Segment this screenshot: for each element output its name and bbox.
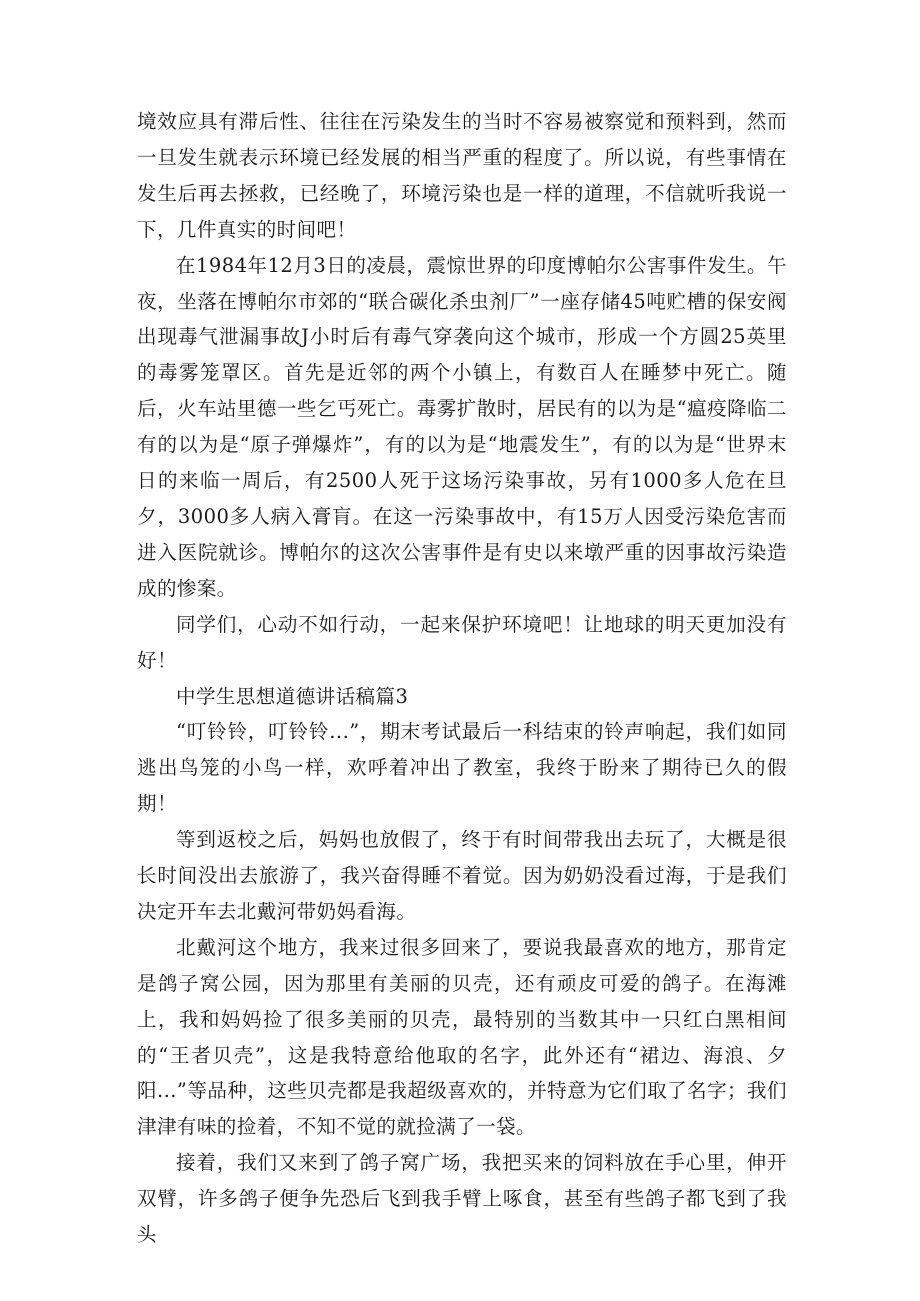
paragraph-bhopal: 在1984年12月3日的凌晨，震惊世界的印度博帕尔公害事件发生。午夜，坐落在博帕尔市郊的“联合碳化杀虫剂厂”一座存储45吨贮槽的保安阀出现毒气泄漏事故J小时后有毒气穿袭向这个城市，形成一个方圆25英里的毒雾笼罩区。首先是近邻的两个小镇上，有数百人在睡梦中死亡。随后，火车站里德一些乞丐死亡。毒雾扩散时，居民有的以为是“瘟疫降临二有的以为是“原子弹爆炸”，有的以为是“地震发生”，有的以为是“世界末日的来临一周后，有2500人死于这场污染事故，另有1000多人危在旦夕，3000多人病入膏肓。在这一污染事故中，有15万人因受污染危害而进入医院就诊。博帕尔的这次公害事件是有史以来墩严重的因事故污染造成的惨案。 <box>137 253 787 600</box>
paragraph-continued: 境效应具有滞后性、往往在污染发生的当时不容易被察觉和预料到，然而一旦发生就表示环境已经发展的相当严重的程度了。所以说，有些事情在发生后再去拯救，已经晚了，环境污染也是一样的道理，不信就听我说一下，几件真实的时间吧！ <box>137 110 787 241</box>
paragraph-vacation: 等到返校之后，妈妈也放假了，终于有时间带我出去玩了，大概是很长时间没出去旅游了，我兴奋得睡不着觉。因为奶奶没看过海，于是我们决定开车去北戴河带奶妈看海。 <box>137 828 787 923</box>
section-heading: 中学生思想道德讲话稿篇3 <box>176 684 409 708</box>
paragraph-pigeon-square: 接着，我们又来到了鸽子窝广场，我把买来的饲料放在手心里，伸开双臂，许多鸽子便争先恐后飞到我手臂上啄食，甚至有些鸽子都飞到了我头 <box>137 1151 787 1247</box>
paragraph-beidaihe: 北戴河这个地方，我来过很多回来了，要说我最喜欢的地方，那肯定是鸽子窝公园，因为那里有美丽的贝壳，还有顽皮可爱的鸽子。在海滩上，我和妈妈捡了很多美丽的贝壳，最特别的当数其中一只红白黑相间的“王者贝壳”，这是我特意给他取的名字，此外还有“裙边、海浪、夕阳...”等品种，这些贝壳都是我超级喜欢的，并特意为它们取了名字；我们津津有味的捡着，不知不觉的就捡满了一袋。 <box>137 935 787 1139</box>
paragraph-call-to-action: 同学们，心动不如行动，一起来保护环境吧！让地球的明天更加没有好！ <box>137 612 787 672</box>
document-body <box>137 104 787 1253</box>
paragraph-exam-end: “叮铃铃，叮铃铃...”，期末考试最后一科结束的铃声响起，我们如同逃出鸟笼的小鸟一样，欢呼着冲出了教室，我终于盼来了期待已久的假期！ <box>137 720 787 816</box>
